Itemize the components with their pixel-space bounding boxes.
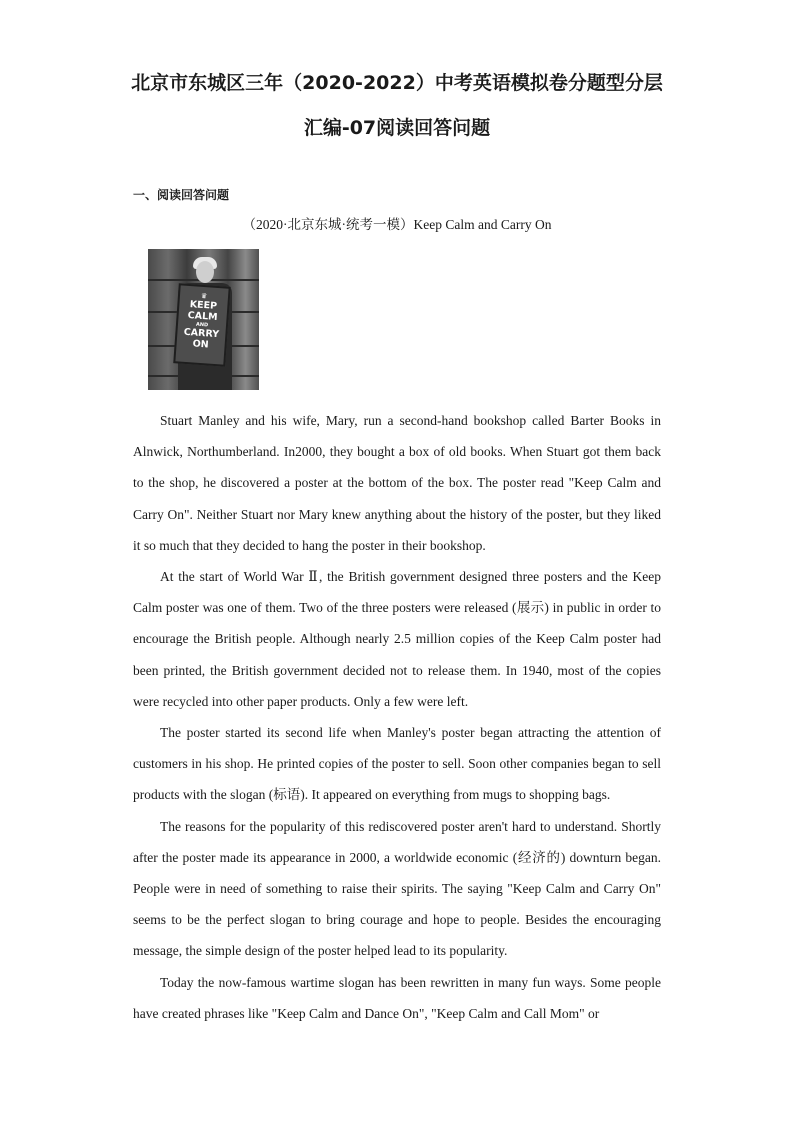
person-holding-poster-photo — [148, 249, 259, 390]
paragraph: Today the now-famous wartime slogan has been rewritten in many fun ways. Some people have created phrases like "Keep Calm and Dance On", "Keep Calm and Call Mom" or — [133, 974, 661, 1021]
person-head — [196, 261, 214, 283]
paragraph: The poster started its second life when Manley's poster began attracting the attention of customers in his shop. He printed copies of the poster to sell. Soon other companies began to sell products with the slogan (标语). It appeared on everything from mugs to shopping bags. — [133, 725, 661, 803]
document-title-line-2: 汇编-07阅读回答问题 — [303, 117, 491, 139]
poster-word: ON — [192, 338, 210, 351]
passage-body — [133, 405, 661, 1029]
paragraph: The reasons for the popularity of this rediscovered poster aren't hard to understand. Shortly after the poster made its appearance in 2000, a worldwide economic (经济的) downturn began. People were in need of something to raise their spirits. The saying "Keep Calm and Carry On" seems to be the perfect slogan to bring courage and hope to people. Besides the encouraging message, the simple design of the poster helped lead to its popularity. — [133, 818, 661, 959]
section-heading: 一、阅读回答问题 — [133, 188, 230, 202]
paragraph: Stuart Manley and his wife, Mary, run a second-hand bookshop called Barter Books in Alnwick, Northumberland. In2000, they bought a box of old books. When Stuart got them back to the shop, he discovered a poster at the bottom of the box. The poster read "Keep Calm and Carry On". Neither Stuart nor Mary knew anything about the history of the poster, but they liked it so much that they decided to hang the poster in their bookshop. — [133, 413, 661, 553]
crown-icon: ♛ — [200, 291, 208, 301]
poster-word: AND — [195, 321, 209, 329]
poster-word: KEEP — [189, 299, 218, 312]
poster-word: CALM — [187, 309, 218, 324]
document-title-line-1: 北京市东城区三年（2020-2022）中考英语模拟卷分题型分层 — [131, 72, 663, 94]
keep-calm-poster — [173, 283, 230, 366]
paragraph: At the start of World War Ⅱ, the British government designed three posters and the Keep Calm poster was one of them. Two of the three posters were released (展示) in public in order to encourage the British people. Although nearly 2.5 million copies of the Keep Calm poster had been printed, the British government decided not to release them. In 1940, most of the copies were recycled into other paper products. Only a few were left. — [133, 569, 661, 709]
poster-word: CARRY — [183, 326, 220, 341]
passage-source: （2020·北京东城·统考一模）Keep Calm and Carry On — [242, 217, 552, 232]
